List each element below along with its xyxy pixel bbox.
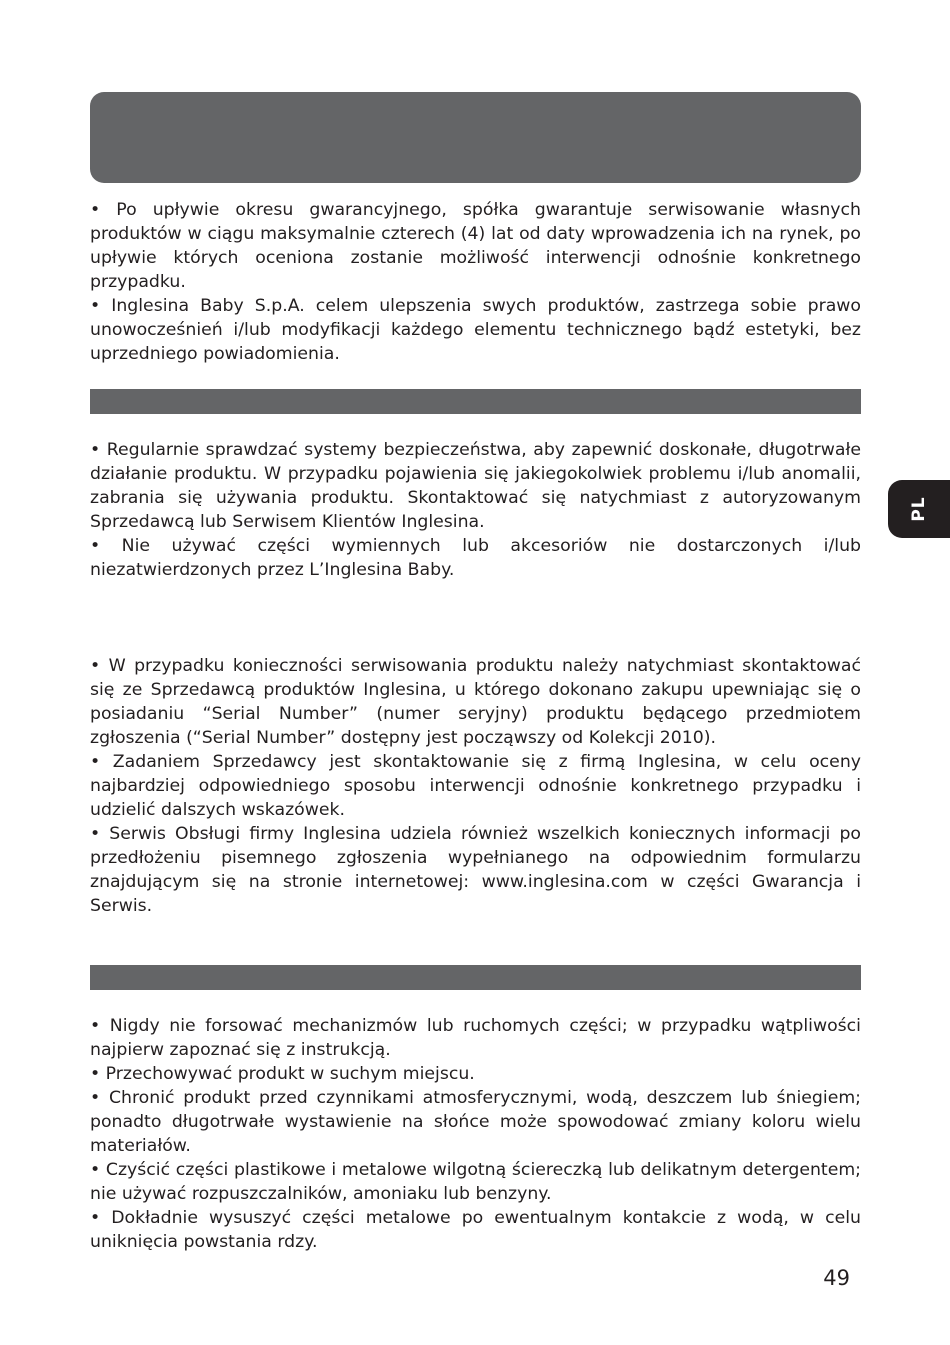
paragraph: • Czyścić części plastikowe i metalowe wilgotną ściereczką lub delikatnym detergentem; nie używać rozpuszczalników, amoniaku lub benzyny.: [90, 1160, 861, 1204]
section-header-bar: [90, 389, 861, 414]
language-tab-label: PL: [909, 496, 929, 522]
language-tab: [888, 480, 950, 538]
paragraph: • Po upływie okresu gwarancyjnego, spółka gwarantuje serwisowanie własnych produktów w ciągu maksymalnie czterech (4) lat od daty wprowadzenia ich na rynek, po upływie których oceniona zostanie możliwość interwencji odnośnie konkretnego przypadku.: [90, 200, 861, 292]
paragraph: • Przechowywać produkt w suchym miejscu.: [90, 1064, 475, 1084]
paragraph: • Regularnie sprawdzać systemy bezpieczeństwa, aby zapewnić doskonałe, długotrwałe działanie produktu. W przypadku pojawienia się jakiegokolwiek problemu i/lub anomalii, zabrania się używania produktu. Skontaktować się natychmiast z autoryzowanym Sprzedawcą lub Serwisem Klientów Inglesina.: [90, 440, 861, 532]
paragraph: • Inglesina Baby S.p.A. celem ulepszenia swych produktów, zastrzega sobie prawo unowocześnień i/lub modyfikacji każdego elementu technicznego bądź estetyki, bez uprzedniego powiadomienia.: [90, 296, 861, 364]
section-header-bar: [90, 965, 861, 990]
paragraph: • Serwis Obsługi firmy Inglesina udziela również wszelkich koniecznych informacji po przedłożeniu pisemnego zgłoszenia wypełnianego na odpowiednim formularzu znajdującym się na stronie internetowej: www.inglesina.com w części Gwarancja i Serwis.: [90, 824, 861, 916]
paragraph: • Dokładnie wysuszyć części metalowe po ewentualnym kontakcie z wodą, w celu uniknięcia powstania rdzy.: [90, 1208, 861, 1252]
section-maintenance: [90, 1014, 861, 1254]
paragraph: • Chronić produkt przed czynnikami atmosferycznymi, wodą, deszczem lub śniegiem; ponadto długotrwałe wystawienie na słońce może spowodować zmiany koloru wielu materiałów.: [90, 1088, 861, 1156]
paragraph: • Zadaniem Sprzedawcy jest skontaktowanie się z firmą Inglesina, w celu oceny najbardziej odpowiedniego sposobu interwencji odnośnie konkretnego przypadku i udzielić dalszych wskazówek.: [90, 752, 861, 820]
header-band: [90, 92, 861, 183]
paragraph: • W przypadku konieczności serwisowania produktu należy natychmiast skontaktować się ze Sprzedawcą produktów Inglesina, u którego dokonano zakupu upewniając się o posiadaniu “Serial Number” (numer seryjny) produktu będącego przedmiotem zgłoszenia (“Serial Number” dostępny jest począwszy od Kolekcji 2010).: [90, 656, 861, 748]
section-safety-checks: [90, 438, 861, 582]
paragraph: • Nie używać części wymiennych lub akcesoriów nie dostarczonych i/lub niezatwierdzonych przez L’Inglesina Baby.: [90, 536, 861, 580]
section-after-warranty: [90, 198, 861, 366]
page-number: 49: [823, 1266, 850, 1290]
paragraph: • Nigdy nie forsować mechanizmów lub ruchomych części; w przypadku wątpliwości najpierw zapoznać się z instrukcją.: [90, 1016, 861, 1060]
section-service: [90, 654, 861, 918]
